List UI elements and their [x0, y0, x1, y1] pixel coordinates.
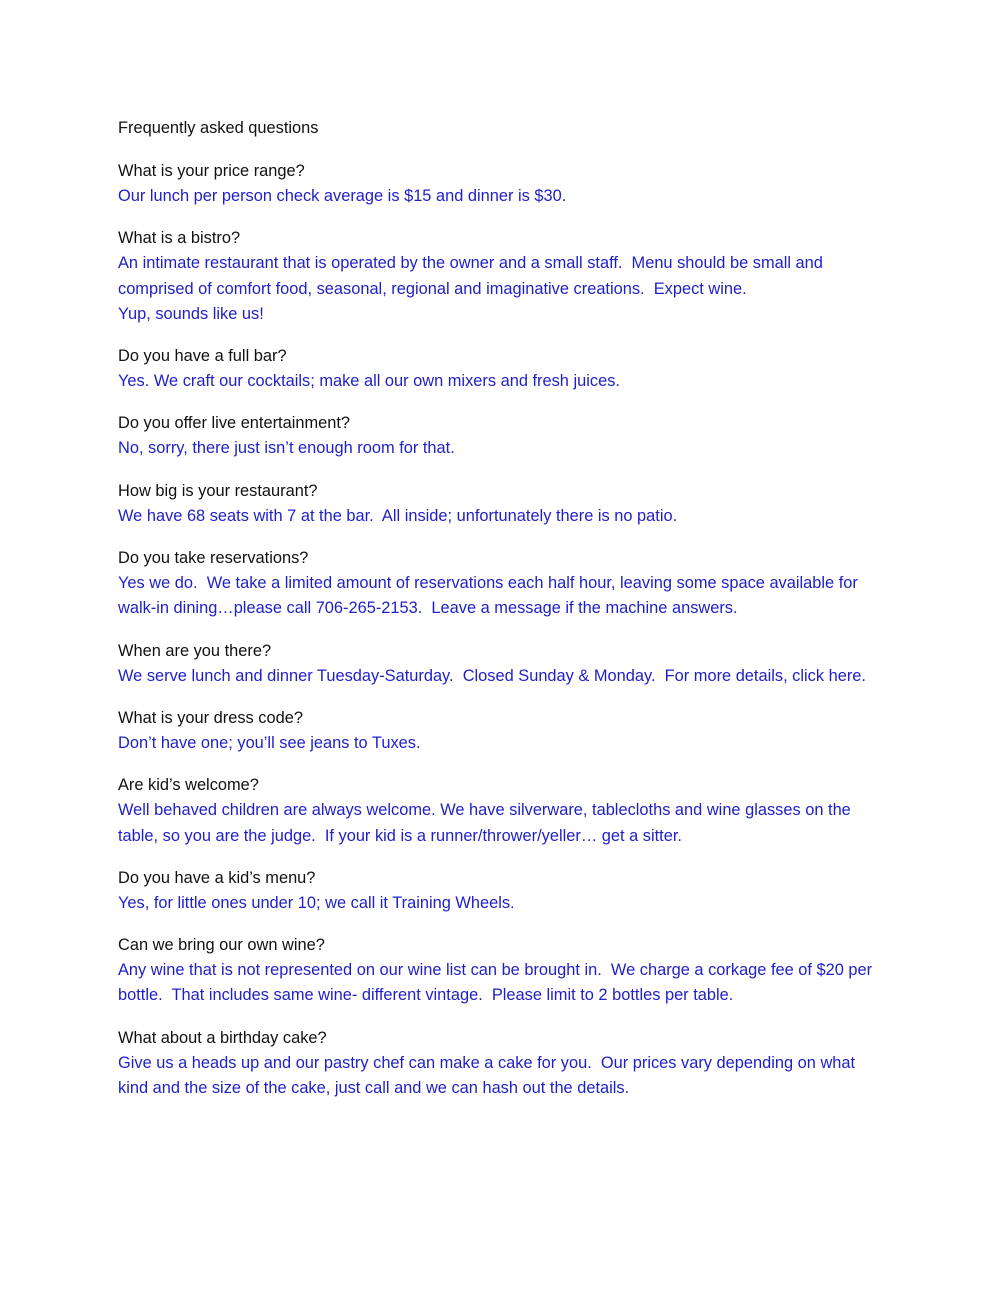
- faq-item: [118, 411, 898, 461]
- faq-answer: [118, 958, 898, 1009]
- faq-item: [118, 1026, 898, 1102]
- faq-item: [118, 159, 898, 209]
- faq-item: [118, 479, 898, 529]
- faq-answer: [118, 664, 898, 689]
- faq-question: Do you have a kid’s menu?: [118, 868, 316, 887]
- document-title: Frequently asked questions: [118, 119, 319, 137]
- faq-answer-line: Yes we do. We take a limited amount of reservations each half hour, leaving some space available for: [118, 574, 858, 593]
- faq-answer: [118, 798, 898, 849]
- faq-answer-line: We serve lunch and dinner Tuesday-Saturday. Closed Sunday & Monday. For more details, click here.: [118, 666, 866, 685]
- faq-item: [118, 546, 898, 622]
- faq-question: Do you offer live entertainment?: [118, 414, 351, 433]
- faq-question: What is your dress code?: [118, 708, 303, 727]
- faq-answer-line: Yes. We craft our cocktails; make all our own mixers and fresh juices.: [118, 372, 620, 391]
- faq-item: [118, 933, 898, 1009]
- faq-list: [118, 159, 898, 1101]
- faq-answer-line: kind and the size of the cake, just call and we can hash out the details.: [118, 1079, 630, 1098]
- faq-answer-line: table, so you are the judge. If your kid is a runner/thrower/yeller… get a sitter.: [118, 826, 682, 845]
- faq-item: [118, 639, 898, 689]
- faq-question: How big is your restaurant?: [118, 481, 318, 500]
- faq-answer-line: No, sorry, there just isn’t enough room for that.: [118, 439, 455, 458]
- faq-document: [118, 116, 898, 1118]
- faq-answer: [118, 1051, 898, 1102]
- faq-question: What is your price range?: [118, 162, 305, 180]
- faq-answer-line: We have 68 seats with 7 at the bar. All inside; unfortunately there is no patio.: [118, 506, 678, 525]
- faq-question: Do you take reservations?: [118, 549, 309, 568]
- faq-question: Can we bring our own wine?: [118, 936, 325, 955]
- faq-answer-line: Give us a heads up and our pastry chef can make a cake for you. Our prices vary depending on what: [118, 1053, 856, 1072]
- faq-question: Do you have a full bar?: [118, 347, 287, 366]
- faq-answer: [118, 184, 898, 209]
- faq-answer-line: bottle. That includes same wine- different vintage. Please limit to 2 bottles per table.: [118, 986, 734, 1005]
- faq-item: [118, 226, 898, 327]
- faq-question: What about a birthday cake?: [118, 1028, 327, 1047]
- faq-answer: [118, 891, 898, 916]
- faq-answer-line: Yes, for little ones under 10; we call it Training Wheels.: [118, 893, 515, 912]
- faq-answer-line: walk-in dining…please call 706-265-2153. Leave a message if the machine answers.: [118, 599, 738, 618]
- faq-answer-line: Our lunch per person check average is $15 and dinner is $30.: [118, 187, 567, 205]
- faq-item: [118, 706, 898, 756]
- faq-item: [118, 344, 898, 394]
- faq-answer: [118, 436, 898, 461]
- faq-answer-line: Any wine that is not represented on our wine list can be brought in. We charge a corkage fee of $20 per: [118, 961, 873, 980]
- faq-answer-line: Don’t have one; you’ll see jeans to Tuxes.: [118, 733, 421, 752]
- faq-answer: [118, 571, 898, 622]
- faq-answer-line: Yup, sounds like us!: [118, 304, 264, 323]
- faq-item: [118, 866, 898, 916]
- faq-answer: [118, 504, 898, 529]
- faq-answer: [118, 369, 898, 394]
- faq-answer-line: comprised of comfort food, seasonal, regional and imaginative creations. Expect wine.: [118, 279, 747, 298]
- faq-answer-line: Well behaved children are always welcome. We have silverware, tablecloths and wine glasses on the: [118, 801, 851, 820]
- faq-item: [118, 773, 898, 849]
- faq-answer: [118, 251, 898, 327]
- faq-question: What is a bistro?: [118, 229, 241, 248]
- faq-question: Are kid’s welcome?: [118, 776, 259, 795]
- faq-answer: [118, 731, 898, 756]
- faq-question: When are you there?: [118, 641, 272, 660]
- faq-answer-line: An intimate restaurant that is operated by the owner and a small staff. Menu should be small and: [118, 254, 823, 273]
